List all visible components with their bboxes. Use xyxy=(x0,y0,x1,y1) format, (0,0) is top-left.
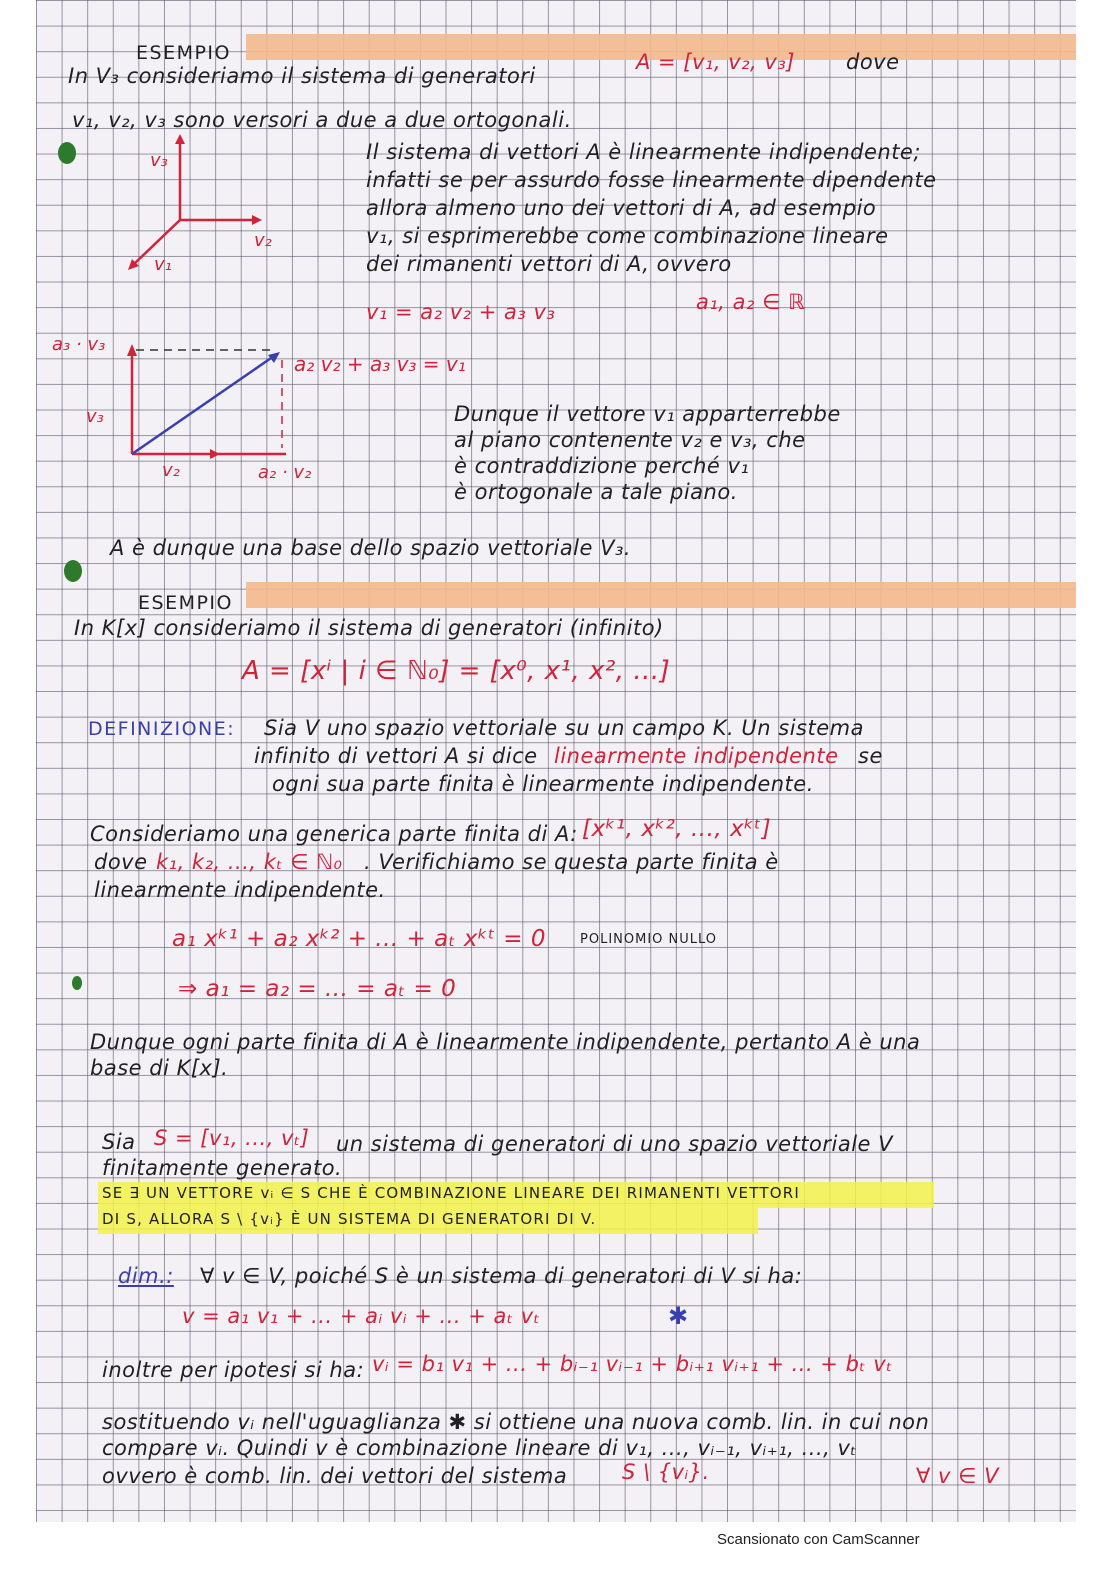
orthogonal-vectors-diagram xyxy=(116,130,286,280)
text-line: allora almeno uno dei vettori di A, ad esempio xyxy=(366,196,877,220)
equation-condition: a₁, a₂ ∈ ℝ xyxy=(696,290,806,314)
text-line: infinito di vettori A si dice xyxy=(254,744,538,768)
definition-label: DEFINIZIONE: xyxy=(88,718,236,740)
text-line: sostituendo vᵢ nell'uguaglianza ✱ si ottiene una nuova comb. lin. in cui non xyxy=(102,1410,930,1434)
theorem-statement: SE ∃ UN VETTORE vᵢ ∈ S CHE È COMBINAZIONE LINEARE DEI RIMANENTI VETTORI xyxy=(102,1184,800,1202)
text-line: Consideriamo una generica parte finita di A: xyxy=(90,822,578,846)
equation-note: POLINOMIO NULLO xyxy=(580,932,718,947)
text-line: Il sistema di vettori A è linearmente indipendente; xyxy=(366,140,921,164)
text-line: è contraddizione perché v₁ xyxy=(454,454,750,478)
vector-label: a₂ · v₂ xyxy=(258,462,312,483)
equation: v₁ = a₂ v₂ + a₃ v₃ xyxy=(366,300,556,324)
scanner-watermark: Scansionato con CamScanner xyxy=(717,1531,920,1548)
vector-label: v₂ xyxy=(254,230,272,251)
plane-diagram xyxy=(96,330,296,470)
text-line: ogni sua parte finita è linearmente indipendente. xyxy=(272,772,814,796)
vector-label: v₁ xyxy=(154,254,172,275)
text-line: infatti se per assurdo fosse linearmente dipendente xyxy=(366,168,937,192)
vector-label: v₂ xyxy=(162,460,180,481)
text-line: ∀ v ∈ V, poiché S è un sistema di generatori di V si ha: xyxy=(200,1264,803,1288)
text-line: dei rimanenti vettori di A, ovvero xyxy=(366,252,732,276)
text-line: In V₃ consideriamo il sistema di generatori xyxy=(68,64,536,88)
green-bullet xyxy=(64,560,82,582)
quantifier-note: ∀ v ∈ V xyxy=(916,1464,999,1488)
text-line: un sistema di generatori di uno spazio vettoriale V xyxy=(336,1132,894,1156)
text-line: Dunque il vettore v₁ apparterrebbe xyxy=(454,402,841,426)
section-title: ESEMPIO xyxy=(136,42,231,64)
text-line: . Verifichiamo se questa parte finita è xyxy=(364,850,779,874)
section-title: ESEMPIO xyxy=(138,592,233,614)
vector-label: a₃ · v₃ xyxy=(52,334,106,355)
title-band xyxy=(246,582,1076,608)
proof-label: dim.: xyxy=(118,1264,174,1288)
vector-label: v₃ xyxy=(86,406,104,427)
text-line: al piano contenente v₂ e v₃, che xyxy=(454,428,806,452)
text-line: base di K[x]. xyxy=(90,1056,229,1080)
text-line: Dunque ogni parte finita di A è linearmente indipendente, pertanto A è una xyxy=(90,1030,921,1054)
equation: a₁ xᵏ¹ + a₂ xᵏ² + ... + aₜ xᵏᵗ = 0 xyxy=(172,926,547,952)
text-line: Sia xyxy=(102,1130,136,1154)
reduced-system: S \ {vᵢ}. xyxy=(622,1460,710,1484)
equation: vᵢ = b₁ v₁ + ... + bᵢ₋₁ vᵢ₋₁ + bᵢ₊₁ vᵢ₊₁ + ... + bₜ vₜ xyxy=(372,1352,893,1376)
finite-part: [xᵏ¹, xᵏ², ..., xᵏᵗ] xyxy=(582,816,772,842)
green-bullet xyxy=(58,142,76,164)
text-line: linearmente indipendente. xyxy=(94,878,386,902)
index-list: k₁, k₂, ..., kₜ ∈ ℕ₀ xyxy=(156,850,343,874)
star-marker: ✱ xyxy=(668,1302,689,1330)
green-bullet xyxy=(72,976,82,990)
text-line: dove xyxy=(846,50,900,74)
set-expression: A = [xⁱ | i ∈ ℕ₀] = [x⁰, x¹, x², ...] xyxy=(242,656,671,686)
vector-sum-label: a₂ v₂ + a₃ v₃ = v₁ xyxy=(294,352,466,376)
text-line: Sia V uno spazio vettoriale su un campo K. Un sistema xyxy=(264,716,864,740)
text-line: ovvero è comb. lin. dei vettori del sistema xyxy=(102,1464,568,1488)
text-line: se xyxy=(858,744,883,768)
highlighted-term: linearmente indipendente xyxy=(554,744,839,768)
text-line: In K[x] consideriamo il sistema di generatori (infinito) xyxy=(74,616,664,640)
generator-system: S = [v₁, ..., vₜ] xyxy=(154,1126,310,1150)
set-expression: A = [v₁, v₂, v₃] xyxy=(636,50,795,74)
vector-label: v₃ xyxy=(150,150,168,171)
notebook-page xyxy=(36,0,1076,1522)
text-line: finitamente generato. xyxy=(102,1156,343,1180)
text-line: v₁, v₂, v₃ sono versori a due a due ortogonali. xyxy=(72,108,572,132)
text-line: v₁, si esprimerebbe come combinazione lineare xyxy=(366,224,889,248)
text-line: è ortogonale a tale piano. xyxy=(454,480,738,504)
text-line: compare vᵢ. Quindi v è combinazione lineare di v₁, ..., vᵢ₋₁, vᵢ₊₁, ..., vₜ xyxy=(102,1436,858,1460)
text-line: dove xyxy=(94,850,148,874)
implication: ⇒ a₁ = a₂ = ... = aₜ = 0 xyxy=(178,976,457,1002)
text-line: inoltre per ipotesi si ha: xyxy=(102,1358,365,1382)
equation: v = a₁ v₁ + ... + aᵢ vᵢ + ... + aₜ vₜ xyxy=(182,1304,541,1328)
theorem-statement: DI S, ALLORA S \ {vᵢ} È UN SISTEMA DI GENERATORI DI V. xyxy=(102,1210,597,1228)
text-line: A è dunque una base dello spazio vettoriale V₃. xyxy=(110,536,632,560)
